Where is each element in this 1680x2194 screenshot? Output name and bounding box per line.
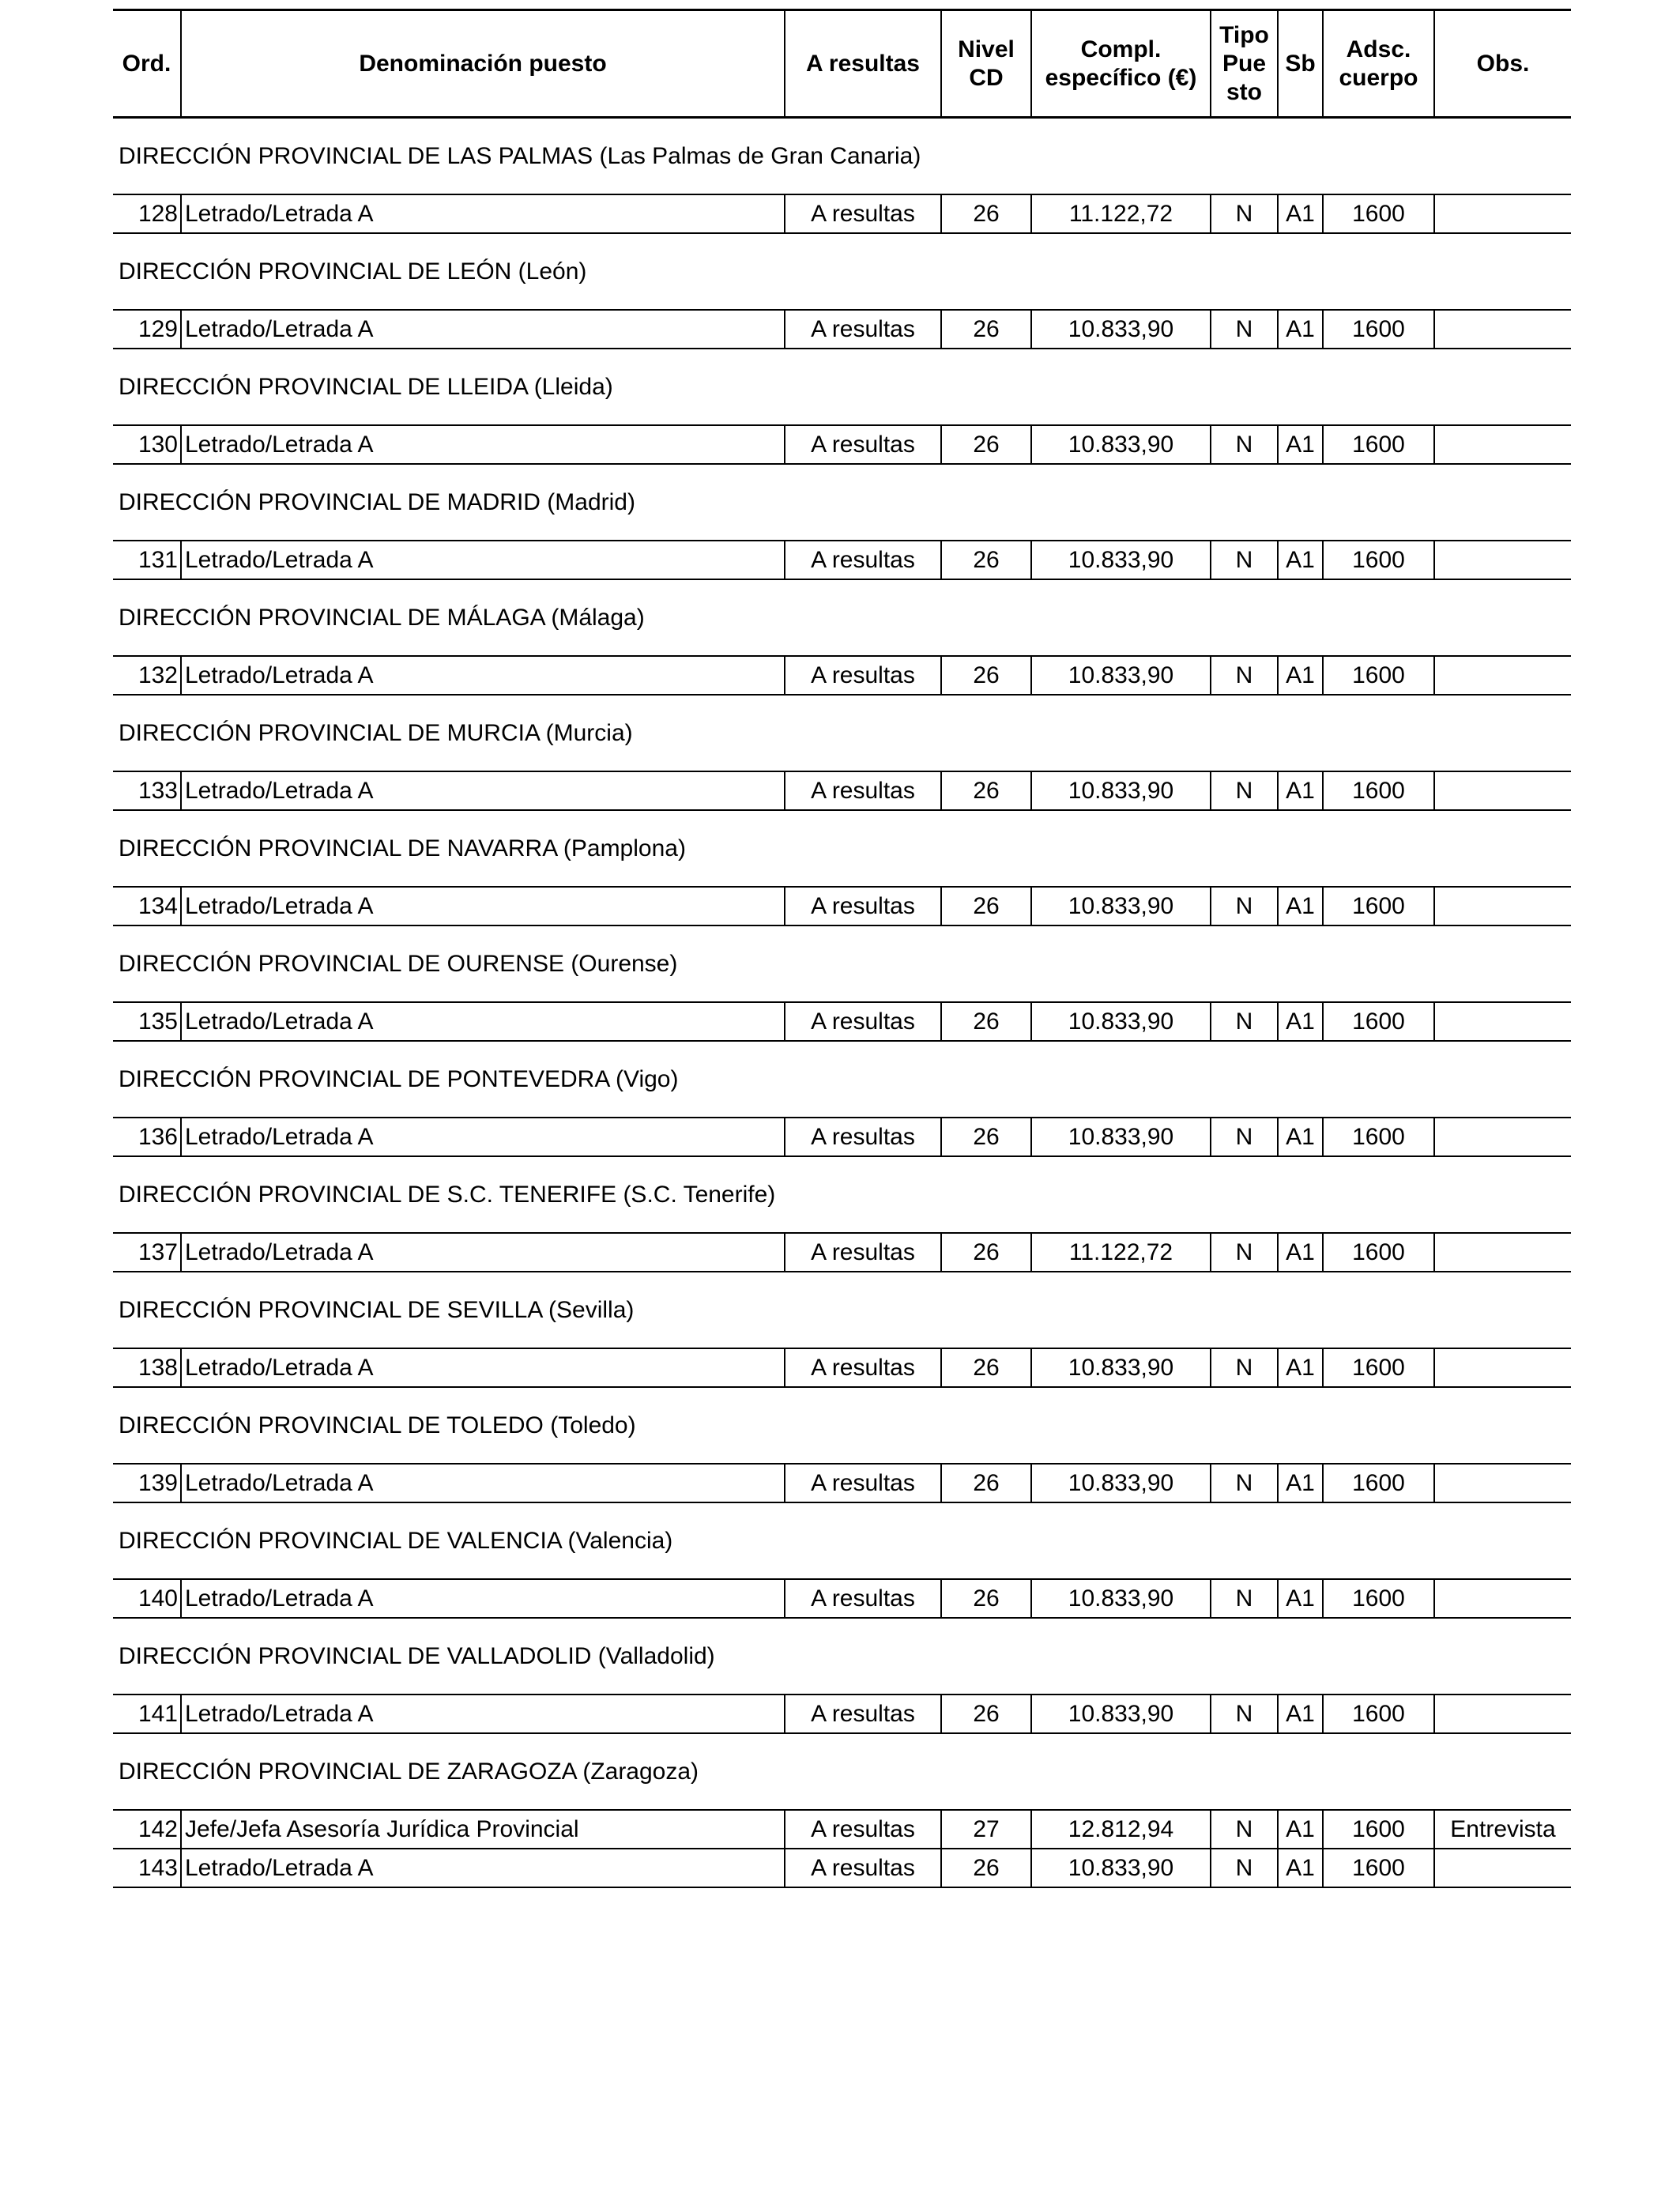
cell-adsc: 1600 xyxy=(1323,194,1434,233)
section-header xyxy=(113,464,1571,541)
section-header xyxy=(113,1041,1571,1118)
section-title: DIRECCIÓN PROVINCIAL DE NAVARRA (Pamplona) xyxy=(119,835,686,861)
cell-adsc: 1600 xyxy=(1323,771,1434,810)
cell-nivel: 26 xyxy=(941,1118,1031,1156)
cell-tipo: N xyxy=(1211,1233,1278,1272)
cell-adsc: 1600 xyxy=(1323,1849,1434,1887)
cell-compl: 10.833,90 xyxy=(1031,887,1211,925)
cell-ord: 140 xyxy=(113,1579,181,1618)
cell-obs xyxy=(1434,1464,1571,1502)
cell-compl: 10.833,90 xyxy=(1031,771,1211,810)
cell-adsc: 1600 xyxy=(1323,656,1434,695)
cell-adsc: 1600 xyxy=(1323,1348,1434,1387)
header-nivel: Nivel CD xyxy=(941,10,1031,118)
section-header xyxy=(113,1272,1571,1348)
cell-tipo: N xyxy=(1211,1579,1278,1618)
cell-ord: 129 xyxy=(113,310,181,349)
cell-tipo: N xyxy=(1211,541,1278,579)
cell-a-resultas: A resultas xyxy=(785,541,941,579)
cell-obs xyxy=(1434,656,1571,695)
cell-tipo: N xyxy=(1211,1810,1278,1849)
cell-compl: 11.122,72 xyxy=(1031,1233,1211,1272)
cell-ord: 128 xyxy=(113,194,181,233)
cell-nivel: 26 xyxy=(941,1579,1031,1618)
cell-denominacion: Jefe/Jefa Asesoría Jurídica Provincial xyxy=(181,1810,785,1849)
positions-table xyxy=(113,9,1571,1888)
cell-a-resultas: A resultas xyxy=(785,1810,941,1849)
cell-tipo: N xyxy=(1211,425,1278,464)
table-row xyxy=(113,1118,1571,1156)
cell-obs xyxy=(1434,1002,1571,1041)
cell-sb: A1 xyxy=(1278,194,1323,233)
cell-obs xyxy=(1434,887,1571,925)
cell-adsc: 1600 xyxy=(1323,541,1434,579)
cell-obs: Entrevista xyxy=(1434,1810,1571,1849)
cell-tipo: N xyxy=(1211,771,1278,810)
cell-tipo: N xyxy=(1211,1849,1278,1887)
section-title: DIRECCIÓN PROVINCIAL DE VALLADOLID (Valladolid) xyxy=(119,1642,715,1669)
table-row xyxy=(113,1810,1571,1849)
cell-compl: 10.833,90 xyxy=(1031,1118,1211,1156)
cell-denominacion: Letrado/Letrada A xyxy=(181,1118,785,1156)
cell-denominacion: Letrado/Letrada A xyxy=(181,1464,785,1502)
cell-nivel: 26 xyxy=(941,425,1031,464)
cell-obs xyxy=(1434,1695,1571,1733)
cell-compl: 12.812,94 xyxy=(1031,1810,1211,1849)
cell-denominacion: Letrado/Letrada A xyxy=(181,194,785,233)
section-header xyxy=(113,118,1571,195)
cell-tipo: N xyxy=(1211,656,1278,695)
cell-ord: 143 xyxy=(113,1849,181,1887)
table-row xyxy=(113,1579,1571,1618)
section-header xyxy=(113,349,1571,425)
cell-denominacion: Letrado/Letrada A xyxy=(181,1849,785,1887)
cell-tipo: N xyxy=(1211,1464,1278,1502)
section-header xyxy=(113,1618,1571,1695)
table-row xyxy=(113,1002,1571,1041)
cell-compl: 11.122,72 xyxy=(1031,194,1211,233)
cell-adsc: 1600 xyxy=(1323,1233,1434,1272)
section-header xyxy=(113,579,1571,656)
table-row xyxy=(113,1849,1571,1887)
cell-nivel: 27 xyxy=(941,1810,1031,1849)
section-title: DIRECCIÓN PROVINCIAL DE MADRID (Madrid) xyxy=(119,488,635,515)
cell-denominacion: Letrado/Letrada A xyxy=(181,656,785,695)
cell-tipo: N xyxy=(1211,310,1278,349)
cell-adsc: 1600 xyxy=(1323,1002,1434,1041)
section-title: DIRECCIÓN PROVINCIAL DE PONTEVEDRA (Vigo) xyxy=(119,1065,679,1092)
cell-obs xyxy=(1434,1233,1571,1272)
cell-compl: 10.833,90 xyxy=(1031,425,1211,464)
table-row xyxy=(113,310,1571,349)
cell-nivel: 26 xyxy=(941,1849,1031,1887)
cell-sb: A1 xyxy=(1278,771,1323,810)
cell-ord: 137 xyxy=(113,1233,181,1272)
cell-denominacion: Letrado/Letrada A xyxy=(181,1579,785,1618)
cell-adsc: 1600 xyxy=(1323,1695,1434,1733)
cell-a-resultas: A resultas xyxy=(785,194,941,233)
cell-denominacion: Letrado/Letrada A xyxy=(181,310,785,349)
cell-sb: A1 xyxy=(1278,425,1323,464)
section-title: DIRECCIÓN PROVINCIAL DE TOLEDO (Toledo) xyxy=(119,1412,636,1438)
section-title: DIRECCIÓN PROVINCIAL DE LLEIDA (Lleida) xyxy=(119,373,613,400)
table-row xyxy=(113,771,1571,810)
cell-a-resultas: A resultas xyxy=(785,425,941,464)
cell-compl: 10.833,90 xyxy=(1031,310,1211,349)
cell-nivel: 26 xyxy=(941,1695,1031,1733)
header-compl: Compl. específico (€) xyxy=(1031,10,1211,118)
cell-a-resultas: A resultas xyxy=(785,771,941,810)
section-header xyxy=(113,1156,1571,1233)
table-row xyxy=(113,1348,1571,1387)
cell-obs xyxy=(1434,310,1571,349)
cell-nivel: 26 xyxy=(941,1464,1031,1502)
cell-ord: 130 xyxy=(113,425,181,464)
cell-adsc: 1600 xyxy=(1323,425,1434,464)
cell-adsc: 1600 xyxy=(1323,1464,1434,1502)
header-row xyxy=(113,10,1571,118)
cell-a-resultas: A resultas xyxy=(785,656,941,695)
cell-denominacion: Letrado/Letrada A xyxy=(181,1695,785,1733)
cell-sb: A1 xyxy=(1278,1118,1323,1156)
cell-denominacion: Letrado/Letrada A xyxy=(181,1233,785,1272)
cell-obs xyxy=(1434,541,1571,579)
cell-nivel: 26 xyxy=(941,1233,1031,1272)
section-header xyxy=(113,1387,1571,1464)
cell-obs xyxy=(1434,1348,1571,1387)
document-page xyxy=(113,9,1571,1888)
section-title: DIRECCIÓN PROVINCIAL DE MURCIA (Murcia) xyxy=(119,719,633,746)
section-title: DIRECCIÓN PROVINCIAL DE LAS PALMAS (Las Palmas de Gran Canaria) xyxy=(119,142,921,169)
cell-compl: 10.833,90 xyxy=(1031,1348,1211,1387)
header-tipo: Tipo Pue sto xyxy=(1211,10,1278,118)
table-row xyxy=(113,1464,1571,1502)
cell-ord: 135 xyxy=(113,1002,181,1041)
cell-ord: 142 xyxy=(113,1810,181,1849)
section-header xyxy=(113,233,1571,310)
cell-sb: A1 xyxy=(1278,1579,1323,1618)
section-title: DIRECCIÓN PROVINCIAL DE LEÓN (León) xyxy=(119,258,587,285)
cell-compl: 10.833,90 xyxy=(1031,1695,1211,1733)
cell-obs xyxy=(1434,771,1571,810)
cell-nivel: 26 xyxy=(941,1002,1031,1041)
cell-compl: 10.833,90 xyxy=(1031,1579,1211,1618)
cell-sb: A1 xyxy=(1278,1849,1323,1887)
section-header xyxy=(113,1733,1571,1810)
cell-nivel: 26 xyxy=(941,194,1031,233)
cell-tipo: N xyxy=(1211,194,1278,233)
table-row xyxy=(113,1233,1571,1272)
cell-denominacion: Letrado/Letrada A xyxy=(181,1002,785,1041)
cell-a-resultas: A resultas xyxy=(785,1695,941,1733)
section-title: DIRECCIÓN PROVINCIAL DE OURENSE (Ourense) xyxy=(119,950,678,977)
cell-ord: 139 xyxy=(113,1464,181,1502)
cell-obs xyxy=(1434,1849,1571,1887)
cell-sb: A1 xyxy=(1278,1464,1323,1502)
cell-compl: 10.833,90 xyxy=(1031,1849,1211,1887)
cell-sb: A1 xyxy=(1278,310,1323,349)
cell-tipo: N xyxy=(1211,1695,1278,1733)
cell-adsc: 1600 xyxy=(1323,1118,1434,1156)
table-row xyxy=(113,1695,1571,1733)
cell-tipo: N xyxy=(1211,1002,1278,1041)
cell-a-resultas: A resultas xyxy=(785,887,941,925)
cell-denominacion: Letrado/Letrada A xyxy=(181,1348,785,1387)
section-header xyxy=(113,925,1571,1002)
cell-nivel: 26 xyxy=(941,1348,1031,1387)
table-row xyxy=(113,887,1571,925)
header-ord: Ord. xyxy=(113,10,181,118)
cell-compl: 10.833,90 xyxy=(1031,1002,1211,1041)
cell-a-resultas: A resultas xyxy=(785,310,941,349)
table-body xyxy=(113,118,1571,1888)
section-title: DIRECCIÓN PROVINCIAL DE S.C. TENERIFE (S.C. Tenerife) xyxy=(119,1181,776,1208)
cell-obs xyxy=(1434,194,1571,233)
cell-sb: A1 xyxy=(1278,541,1323,579)
cell-ord: 132 xyxy=(113,656,181,695)
cell-a-resultas: A resultas xyxy=(785,1464,941,1502)
table-row xyxy=(113,194,1571,233)
cell-sb: A1 xyxy=(1278,1810,1323,1849)
cell-sb: A1 xyxy=(1278,1348,1323,1387)
cell-obs xyxy=(1434,425,1571,464)
cell-denominacion: Letrado/Letrada A xyxy=(181,771,785,810)
cell-denominacion: Letrado/Letrada A xyxy=(181,887,785,925)
cell-tipo: N xyxy=(1211,887,1278,925)
cell-sb: A1 xyxy=(1278,887,1323,925)
cell-sb: A1 xyxy=(1278,1002,1323,1041)
section-header xyxy=(113,810,1571,887)
cell-a-resultas: A resultas xyxy=(785,1233,941,1272)
cell-denominacion: Letrado/Letrada A xyxy=(181,541,785,579)
cell-denominacion: Letrado/Letrada A xyxy=(181,425,785,464)
cell-compl: 10.833,90 xyxy=(1031,1464,1211,1502)
cell-a-resultas: A resultas xyxy=(785,1118,941,1156)
cell-nivel: 26 xyxy=(941,771,1031,810)
cell-sb: A1 xyxy=(1278,656,1323,695)
cell-sb: A1 xyxy=(1278,1695,1323,1733)
header-adsc: Adsc. cuerpo xyxy=(1323,10,1434,118)
cell-nivel: 26 xyxy=(941,541,1031,579)
cell-obs xyxy=(1434,1118,1571,1156)
cell-adsc: 1600 xyxy=(1323,310,1434,349)
cell-compl: 10.833,90 xyxy=(1031,541,1211,579)
cell-tipo: N xyxy=(1211,1348,1278,1387)
cell-adsc: 1600 xyxy=(1323,1810,1434,1849)
table-row xyxy=(113,541,1571,579)
cell-adsc: 1600 xyxy=(1323,1579,1434,1618)
section-header xyxy=(113,695,1571,771)
section-title: DIRECCIÓN PROVINCIAL DE MÁLAGA (Málaga) xyxy=(119,604,645,631)
cell-ord: 133 xyxy=(113,771,181,810)
cell-nivel: 26 xyxy=(941,310,1031,349)
header-a-resultas: A resultas xyxy=(785,10,941,118)
table-row xyxy=(113,656,1571,695)
cell-ord: 134 xyxy=(113,887,181,925)
cell-compl: 10.833,90 xyxy=(1031,656,1211,695)
cell-nivel: 26 xyxy=(941,656,1031,695)
section-header xyxy=(113,1502,1571,1579)
header-sb: Sb xyxy=(1278,10,1323,118)
cell-sb: A1 xyxy=(1278,1233,1323,1272)
cell-adsc: 1600 xyxy=(1323,887,1434,925)
cell-ord: 131 xyxy=(113,541,181,579)
cell-tipo: N xyxy=(1211,1118,1278,1156)
cell-ord: 141 xyxy=(113,1695,181,1733)
cell-a-resultas: A resultas xyxy=(785,1002,941,1041)
cell-a-resultas: A resultas xyxy=(785,1579,941,1618)
header-obs: Obs. xyxy=(1434,10,1571,118)
cell-nivel: 26 xyxy=(941,887,1031,925)
cell-a-resultas: A resultas xyxy=(785,1348,941,1387)
header-denominacion: Denominación puesto xyxy=(181,10,785,118)
table-row xyxy=(113,425,1571,464)
section-title: DIRECCIÓN PROVINCIAL DE VALENCIA (Valencia) xyxy=(119,1527,673,1554)
cell-obs xyxy=(1434,1579,1571,1618)
cell-a-resultas: A resultas xyxy=(785,1849,941,1887)
section-title: DIRECCIÓN PROVINCIAL DE SEVILLA (Sevilla) xyxy=(119,1296,635,1323)
section-title: DIRECCIÓN PROVINCIAL DE ZARAGOZA (Zaragoza) xyxy=(119,1758,699,1785)
cell-ord: 138 xyxy=(113,1348,181,1387)
cell-ord: 136 xyxy=(113,1118,181,1156)
